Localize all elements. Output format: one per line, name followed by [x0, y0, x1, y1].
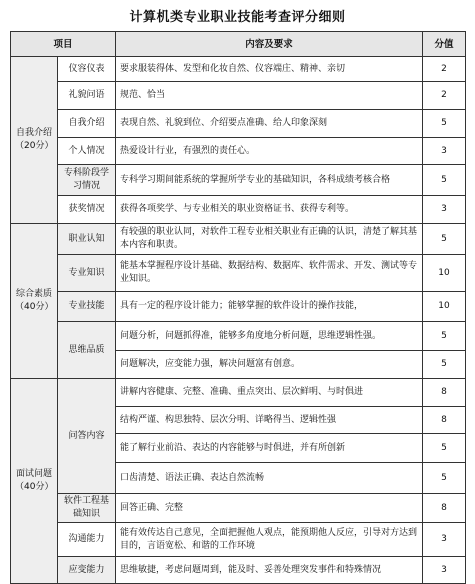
subitem: 思维品质	[58, 322, 116, 379]
subitem: 应变能力	[58, 557, 116, 584]
subitem: 仪容仪表	[58, 57, 116, 82]
subitem: 礼貌问语	[58, 82, 116, 110]
document-title: 计算机类专业职业技能考查评分细则	[129, 10, 346, 25]
subitem: 问答内容	[58, 379, 116, 494]
row-content: 热爱设计行业，有强烈的责任心。	[116, 138, 423, 165]
header-score: 分值	[423, 32, 466, 57]
row-score: 5	[423, 165, 466, 196]
category-self-intro: 自我介绍（20分）	[11, 57, 58, 224]
row-score: 2	[423, 57, 466, 82]
table-row	[11, 292, 466, 322]
category-overall-quality: 综合素质（40分）	[11, 224, 58, 379]
row-content: 口齿清楚、语法正确、表达自然流畅	[116, 463, 423, 494]
table-row	[11, 255, 466, 292]
row-content: 结构严谨、构思独特、层次分明、详略得当、逻辑性强	[116, 407, 423, 434]
subitem: 专科阶段学习情况	[58, 165, 116, 196]
subitem: 获奖情况	[58, 196, 116, 224]
row-score: 10	[423, 292, 466, 322]
row-score: 3	[423, 138, 466, 165]
subitem: 软件工程基础知识	[58, 494, 116, 523]
row-content: 能有效传达自己意见，全面把握他人观点，能预期他人反应，引导对方达到目的，言语宽松、和谐的工作环境	[116, 523, 423, 557]
row-score: 2	[423, 82, 466, 110]
category-interview-questions: 面试问题（40分）	[11, 379, 58, 584]
header-content: 内容及要求	[116, 32, 423, 57]
table-row	[11, 82, 466, 110]
table-row	[11, 379, 466, 407]
row-content: 能基本掌握程序设计基础、数据结构、数据库、软件需求、开发、测试等专业知识。	[116, 255, 423, 292]
row-content: 具有一定的程序设计能力；能够掌握的软件设计的操作技能，	[116, 292, 423, 322]
subitem: 专业知识	[58, 255, 116, 292]
table-header-row	[11, 32, 466, 57]
row-content: 问题分析，问题抓得准，能够多角度地分析问题，思维逻辑性强。	[116, 322, 423, 351]
subitem: 专业技能	[58, 292, 116, 322]
row-score: 5	[423, 322, 466, 351]
row-score: 5	[423, 434, 466, 463]
table-row	[11, 322, 466, 351]
row-score: 5	[423, 110, 466, 138]
row-score: 5	[423, 351, 466, 379]
row-content: 能了解行业前沿、表达的内容能够与时俱进，并有所创新	[116, 434, 423, 463]
row-score: 5	[423, 463, 466, 494]
header-item: 项目	[11, 32, 116, 57]
row-score: 10	[423, 255, 466, 292]
row-content: 回答正确、完整	[116, 494, 423, 523]
row-score: 8	[423, 494, 466, 523]
row-content: 规范、恰当	[116, 82, 423, 110]
table-row	[11, 557, 466, 584]
row-content: 表现自然、礼貌到位、介绍要点准确、给人印象深刻	[116, 110, 423, 138]
row-content: 获得各项奖学、与专业相关的职业资格证书、获得专利等。	[116, 196, 423, 224]
row-content: 专科学习期间能系统的掌握所学专业的基础知识，各科成绩考核合格	[116, 165, 423, 196]
row-content: 问题解决，应变能力强，解决问题富有创意。	[116, 351, 423, 379]
table-row	[11, 57, 466, 82]
row-score: 8	[423, 379, 466, 407]
table-row	[11, 224, 466, 255]
row-score: 3	[423, 523, 466, 557]
row-score: 3	[423, 557, 466, 584]
table-row	[11, 523, 466, 557]
scoring-table	[10, 31, 466, 584]
subitem: 职业认知	[58, 224, 116, 255]
table-row	[11, 165, 466, 196]
table-row	[11, 494, 466, 523]
subitem: 沟通能力	[58, 523, 116, 557]
subitem: 个人情况	[58, 138, 116, 165]
row-content: 思维敏捷，考虑问题周到，能及时、妥善处理突发事件和特殊情况	[116, 557, 423, 584]
table-row	[11, 110, 466, 138]
table-row	[11, 196, 466, 224]
table-row	[11, 138, 466, 165]
row-score: 8	[423, 407, 466, 434]
subitem: 自我介绍	[58, 110, 116, 138]
row-score: 3	[423, 196, 466, 224]
row-content: 有较强的职业认同，对软件工程专业相关职业有正确的认识，清楚了解其基本内容和职责。	[116, 224, 423, 255]
row-content: 要求服装得体、发型和化妆自然、仪容端庄、精神、亲切	[116, 57, 423, 82]
row-score: 5	[423, 224, 466, 255]
row-content: 讲解内容健康、完整、准确、重点突出、层次鲜明、与时俱进	[116, 379, 423, 407]
